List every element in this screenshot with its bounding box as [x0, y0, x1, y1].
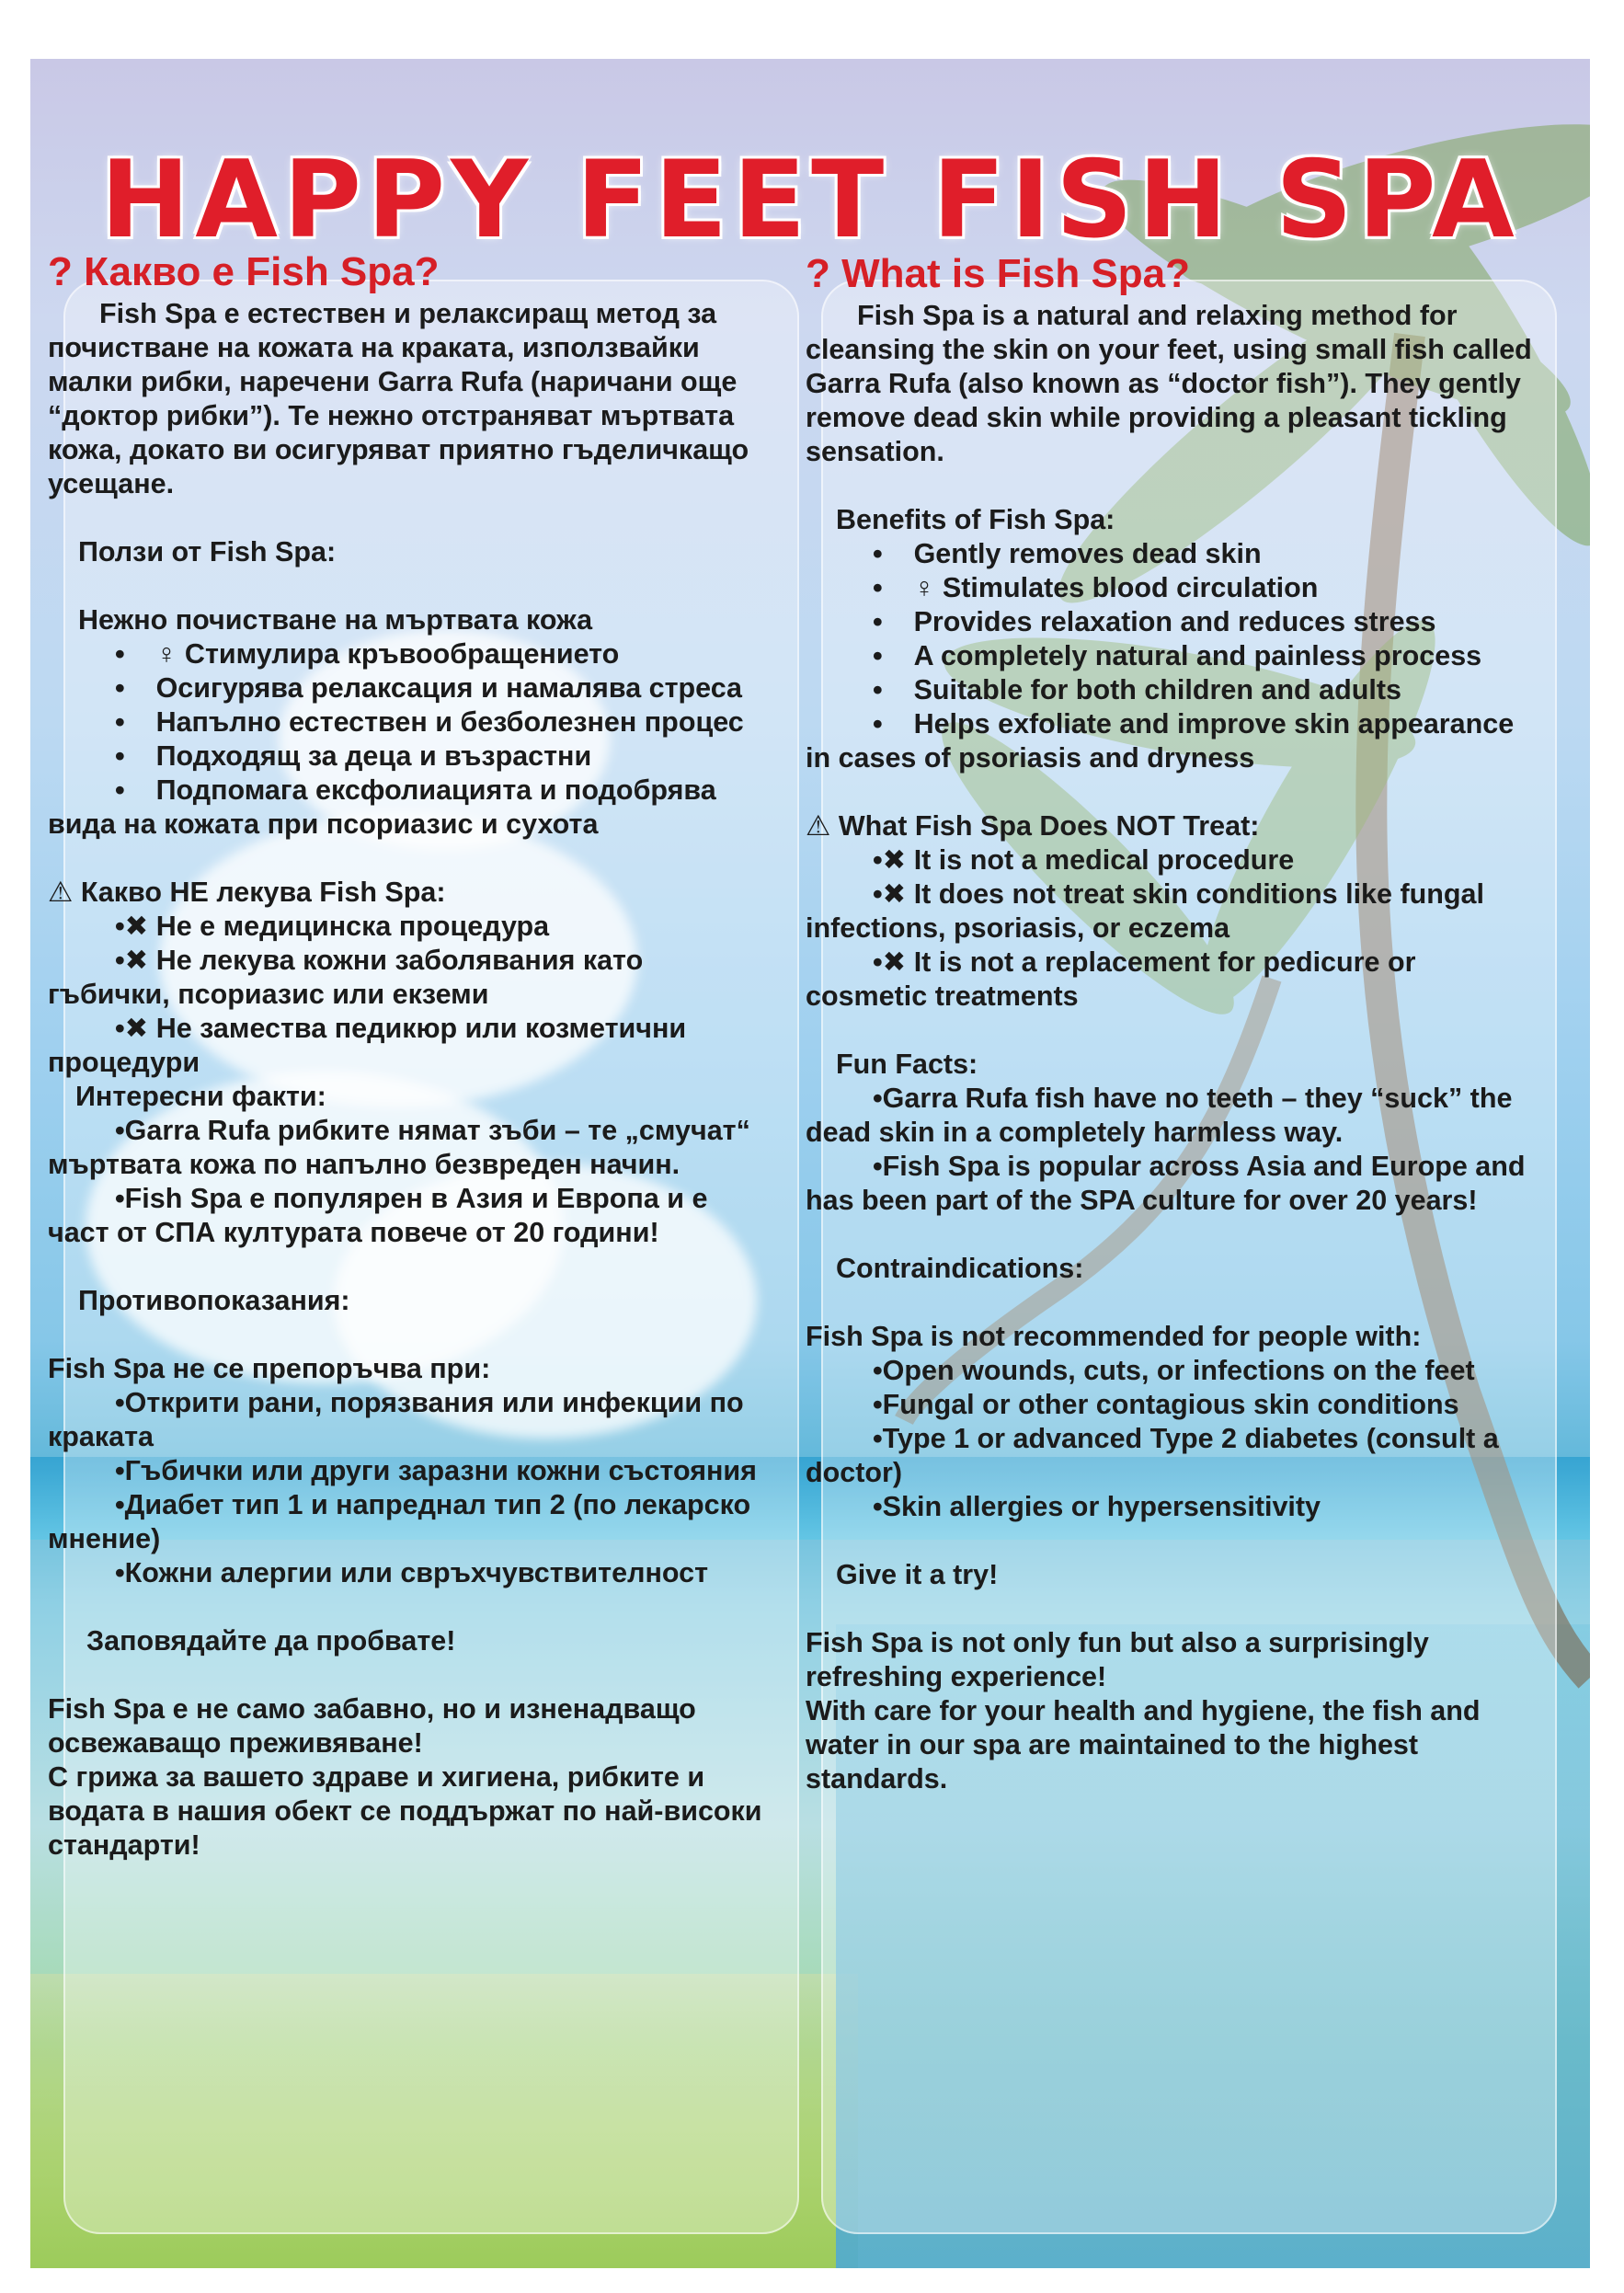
- contraindication-item: •Skin allergies or hypersensitivity: [873, 1490, 1321, 1522]
- benefit-item: • Gently removes dead skin: [873, 537, 1262, 569]
- fact-item: •Fish Spa is popular across Asia and Europe and has been part of the SPA culture for over 20 years!: [806, 1150, 1526, 1216]
- poster-title: HAPPY FEET FISH SPA: [100, 138, 1520, 262]
- contraindications-title: Contraindications:: [836, 1252, 1084, 1284]
- contraindication-item: •Гъбички или други заразни кожни състояния: [115, 1454, 757, 1486]
- contraindication-item: •Type 1 or advanced Type 2 diabetes (consult a doctor): [806, 1422, 1499, 1488]
- contraindication-item: •Открити рани, порязвания или инфекции по краката: [48, 1386, 744, 1452]
- english-column: [806, 250, 1541, 1796]
- closing-text: With care for your health and hygiene, the fish and water in our spa are maintained to the highest standards.: [806, 1694, 1481, 1794]
- intro-text: Fish Spa е естествен и релаксиращ метод за почистване на кожата на краката, използвайки малки рибки, наречени Garra Rufa (наричани още “доктор рибки”). Те нежно отстраняват мъртвата кожа, докато ви осигуряват приятно гъделичкащо усещане.: [48, 297, 749, 499]
- contraindications-title: Противопоказания:: [78, 1284, 350, 1316]
- benefit-item: • Осигурява релаксация и намалява стреса: [115, 671, 743, 704]
- not-treat-title: ⚠ What Fish Spa Does NOT Treat:: [806, 809, 1260, 842]
- not-treat-item: •✖ Не е медицинска процедура: [115, 910, 550, 942]
- contraindication-item: •Диабет тип 1 и напреднал тип 2 (по лекарско мнение): [48, 1488, 751, 1554]
- fact-item: •Fish Spa е популярен в Азия и Европа и е част от СПА културата повече от 20 години!: [48, 1182, 708, 1248]
- benefits-title: Benefits of Fish Spa:: [836, 503, 1115, 535]
- contraindications-lead: Fish Spa не се препоръчва при:: [48, 1352, 491, 1384]
- intro-text: Fish Spa is a natural and relaxing method for cleansing the skin on your feet, using small fish called Garra Rufa (also known as “doctor fish”). They gently remove dead skin while providing a pleasant tickling sensation.: [806, 299, 1532, 467]
- call-to-action: Заповядайте да пробвате!: [86, 1624, 456, 1657]
- facts-title: Fun Facts:: [836, 1048, 978, 1080]
- section-heading: ? Какво е Fish Spa?: [48, 249, 440, 294]
- not-treat-item: •✖ It is not a replacement for pedicure or cosmetic treatments: [806, 946, 1416, 1012]
- benefits-title: Ползи от Fish Spa:: [78, 535, 337, 568]
- not-treat-item: •✖ It is not a medical procedure: [873, 843, 1295, 876]
- benefit-item: Нежно почистване на мъртвата кожа: [78, 603, 593, 636]
- contraindications-lead: Fish Spa is not recommended for people with:: [806, 1320, 1422, 1352]
- not-treat-item: •✖ It does not treat skin conditions like fungal infections, psoriasis, or eczema: [806, 877, 1484, 944]
- benefit-item: • Напълно естествен и безболезнен процес: [115, 705, 744, 738]
- bulgarian-column: [48, 248, 765, 1863]
- not-treat-title: ⚠ Какво НЕ лекува Fish Spa:: [48, 876, 446, 908]
- section-heading: ? What is Fish Spa?: [806, 251, 1191, 296]
- benefit-item: • Helps exfoliate and improve skin appearance in cases of psoriasis and dryness: [806, 707, 1515, 774]
- benefit-item: • ♀ Stimulates blood circulation: [873, 571, 1319, 603]
- fact-item: •Garra Rufa рибките нямат зъби – те „смучат“ мъртвата кожа по напълно безвреден начин.: [48, 1114, 750, 1180]
- benefit-item: • Подпомага ексфолиацията и подобрява вида на кожата при псориазис и сухота: [48, 774, 716, 840]
- benefit-item: • Suitable for both children and adults: [873, 673, 1401, 705]
- closing-text: Fish Spa е не само забавно, но и изненадващо освежаващо преживяване!: [48, 1692, 696, 1759]
- contraindication-item: •Кожни алергии или свръхчувствителност: [115, 1556, 709, 1588]
- fact-item: •Garra Rufa fish have no teeth – they “suck” the dead skin in a completely harmless way.: [806, 1082, 1513, 1148]
- benefit-item: • ♀ Стимулира кръвообращението: [115, 637, 620, 670]
- benefit-item: • A completely natural and painless process: [873, 639, 1482, 671]
- closing-text: С грижа за вашето здраве и хигиена, рибките и водата в нашия обект се поддържат по най-високи стандарти!: [48, 1760, 762, 1861]
- facts-title: Интересни факти:: [75, 1080, 326, 1112]
- benefit-item: • Подходящ за деца и възрастни: [115, 739, 592, 772]
- not-treat-item: •✖ Не лекува кожни заболявания като гъбички, псориазис или екземи: [48, 944, 644, 1010]
- not-treat-item: •✖ Не замества педикюр или козметични процедури: [48, 1012, 687, 1078]
- contraindication-item: •Open wounds, cuts, or infections on the feet: [873, 1354, 1475, 1386]
- closing-text: Fish Spa is not only fun but also a surprisingly refreshing experience!: [806, 1626, 1429, 1692]
- contraindication-item: •Fungal or other contagious skin conditions: [873, 1388, 1459, 1420]
- benefit-item: • Provides relaxation and reduces stress: [873, 605, 1436, 637]
- call-to-action: Give it a try!: [836, 1558, 999, 1590]
